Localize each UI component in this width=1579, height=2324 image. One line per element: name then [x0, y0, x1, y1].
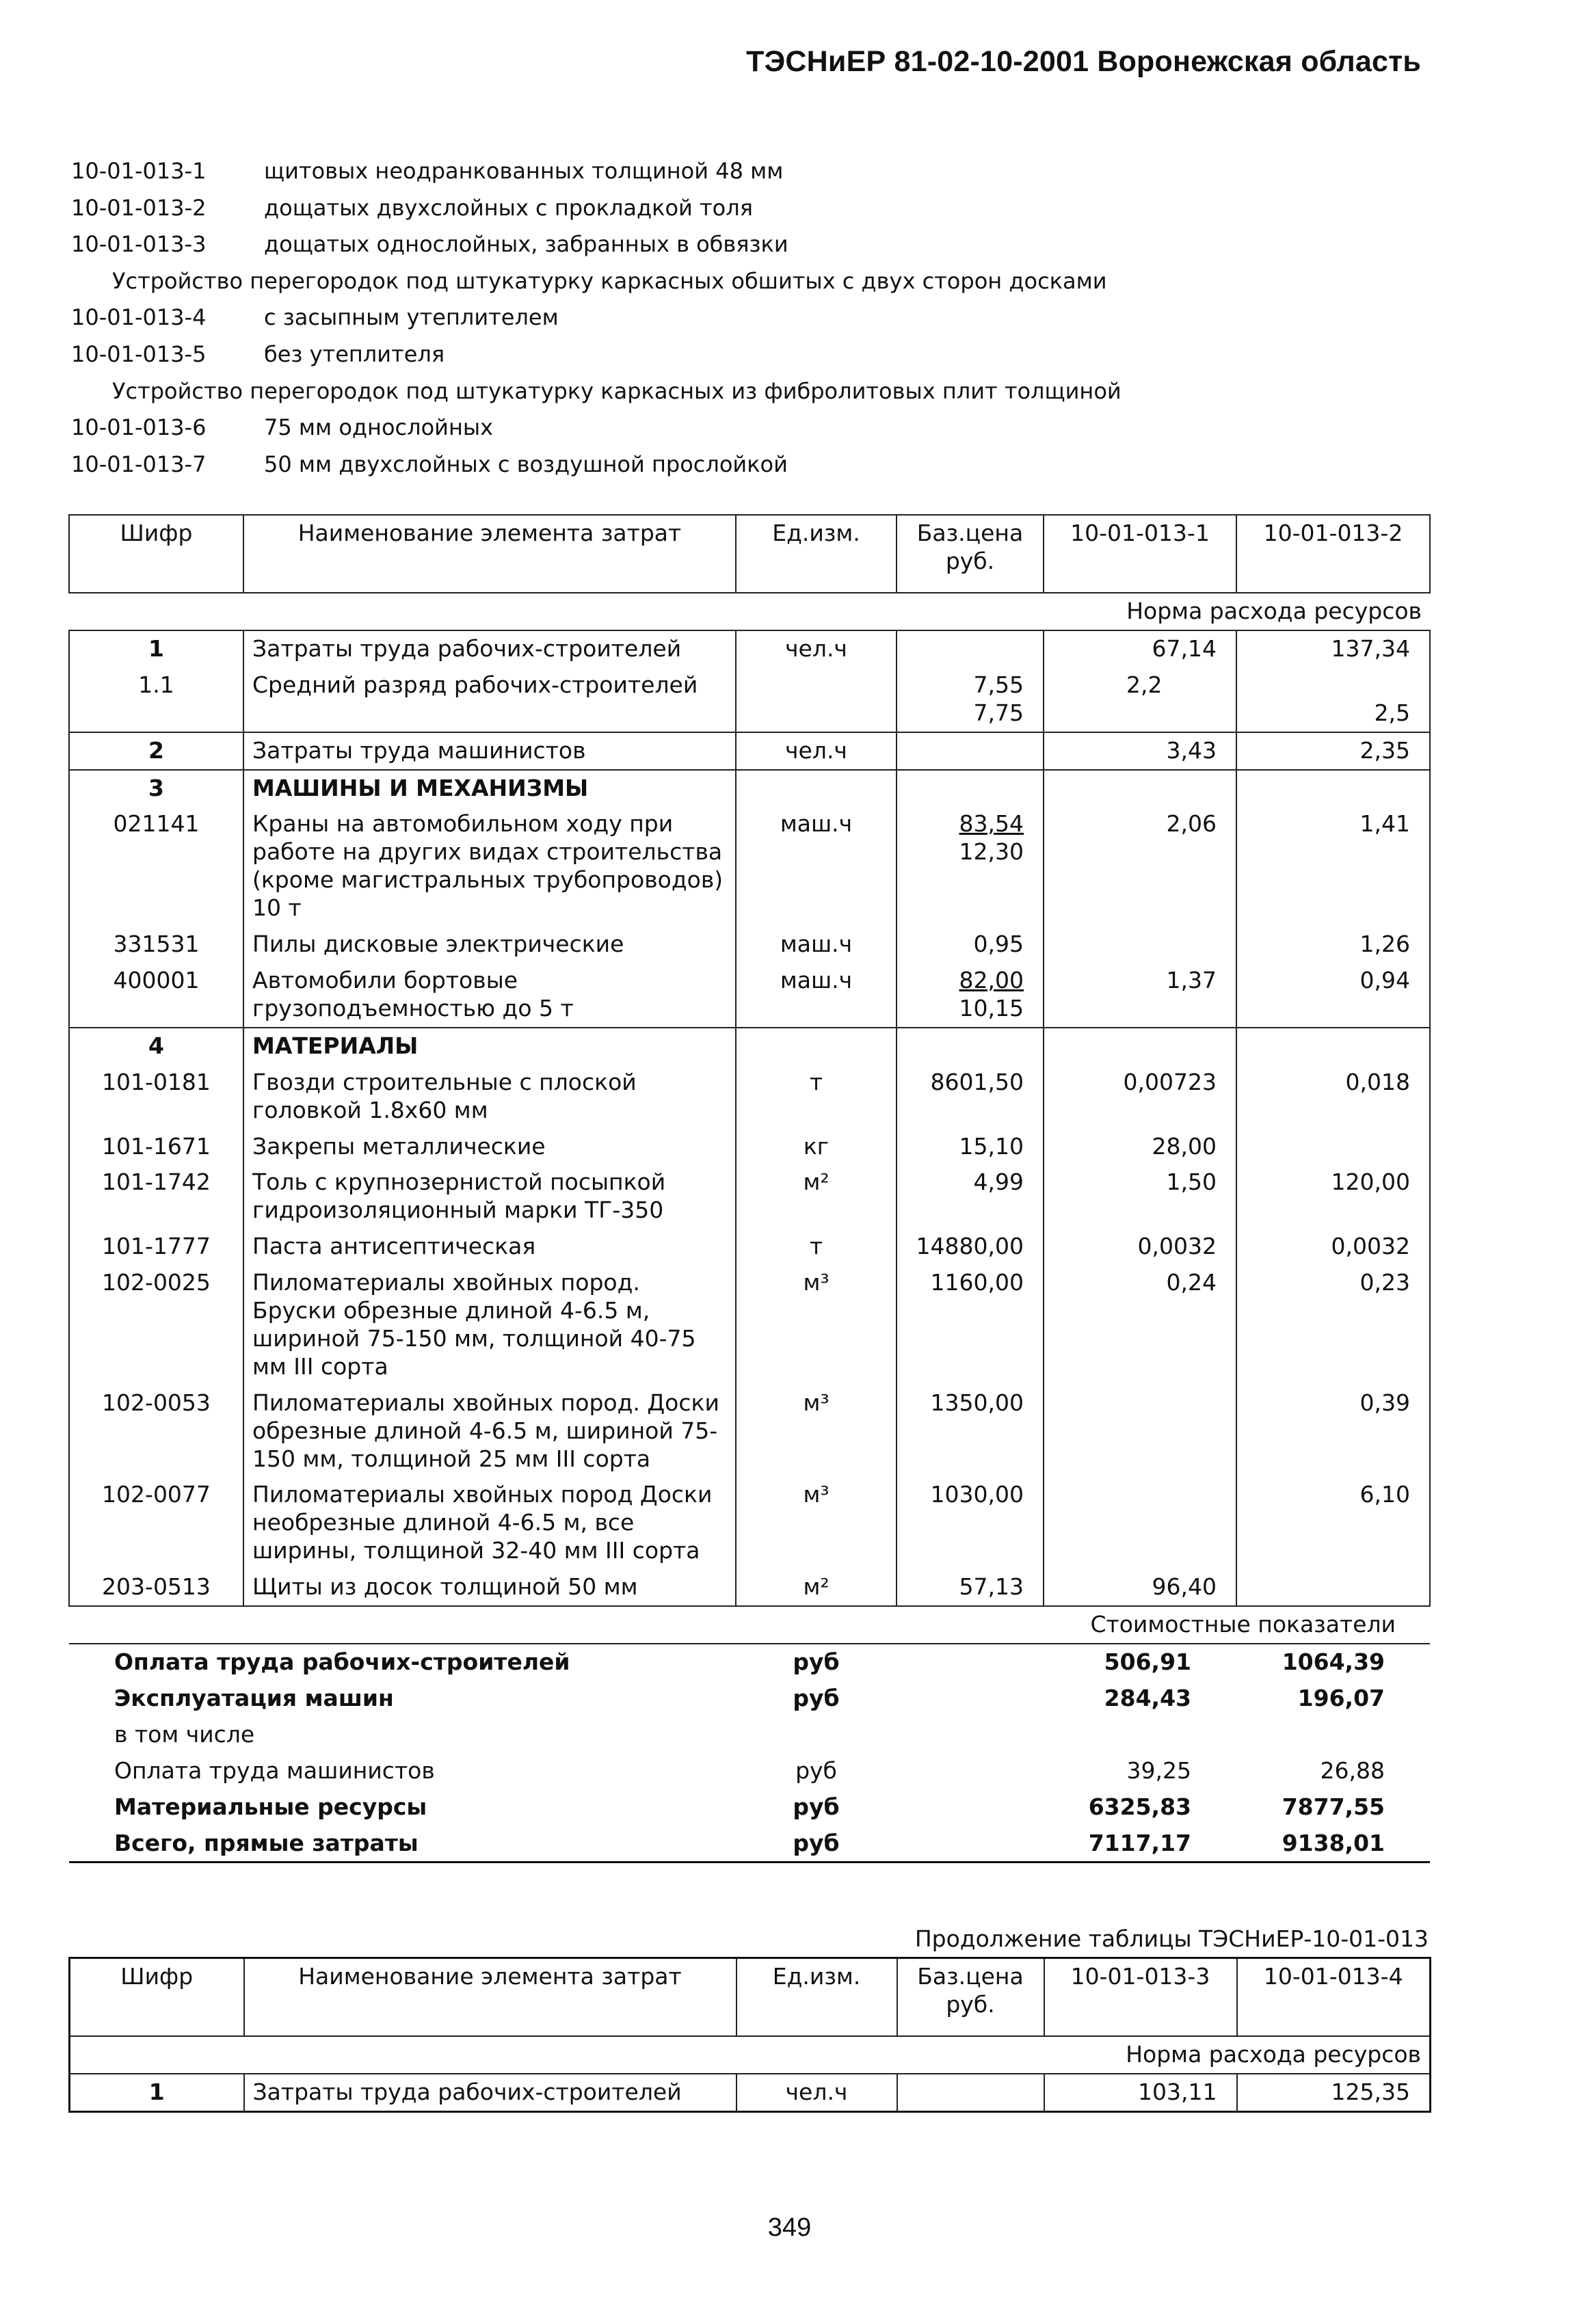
cost-row: [69, 1753, 1430, 1789]
row-code: 400001: [69, 963, 243, 1028]
intro-text: дощатых двухслойных с прокладкой толя: [264, 194, 753, 221]
row-unit: маш.ч: [736, 963, 897, 1028]
row-price: 1030,00: [897, 1477, 1044, 1569]
cost-label: Стоимостные показатели: [69, 1606, 1430, 1644]
table-row: [69, 963, 1430, 1028]
intro-code: 10-01-013-1: [71, 158, 207, 184]
row-code: 2: [69, 732, 243, 770]
row-value-2: 0,0032: [1236, 1229, 1430, 1265]
document-header: ТЭСНиЕР 81-02-10-2001 Воронежская область: [746, 45, 1421, 78]
cost-label-text: в том числе: [114, 1720, 255, 1748]
resource-table-1: [68, 514, 1431, 1863]
row-unit: т: [736, 1229, 897, 1265]
table-row: [69, 1385, 1430, 1478]
cost-value-1: 6325,83: [1088, 1793, 1191, 1820]
row-name: Пиломатериалы хвойных пород. Доски обрезные длиной 4-6.5 м, шириной 75-150 мм, толщиной 25 мм III сорта: [243, 1385, 736, 1478]
row-value-2: 2,35: [1236, 732, 1430, 770]
row-price: 14880,00: [897, 1229, 1044, 1265]
row-value-2: 2,5: [1236, 667, 1430, 732]
row-value-1: [1044, 1385, 1236, 1478]
cost-value-1: 7117,17: [1088, 1829, 1191, 1856]
intro-code: 10-01-013-2: [71, 194, 207, 221]
cost-value-2: 196,07: [1297, 1684, 1385, 1711]
row-unit: чел.ч: [736, 630, 897, 667]
table-row: [69, 1129, 1430, 1165]
cost-unit: [736, 1717, 897, 1753]
norm-label-row: [69, 593, 1430, 630]
row-value-2: 125,35: [1237, 2074, 1431, 2111]
row-name: Затраты труда машинистов: [243, 732, 736, 770]
intro-row: [71, 299, 1425, 336]
header-name: Наименование элемента затрат: [244, 1958, 737, 2037]
row-price: [897, 963, 1044, 1028]
table-row: [69, 630, 1430, 667]
row-price: [897, 667, 1044, 732]
row-value-1: [1044, 926, 1236, 963]
cost-unit: руб: [793, 1829, 840, 1856]
table-row: [69, 1065, 1430, 1129]
row-code: 1: [69, 630, 243, 667]
cost-value-2: [1236, 1717, 1430, 1753]
row-unit: м³: [736, 1385, 897, 1478]
table-row: [69, 1164, 1430, 1229]
table-row: [69, 1477, 1430, 1569]
row-value-1: 2,2: [1044, 667, 1236, 732]
table-row: [70, 2074, 1431, 2111]
row-value-1: 0,0032: [1044, 1229, 1236, 1265]
row-value-1: 103,11: [1044, 2074, 1237, 2111]
row-code: 1.1: [69, 667, 243, 732]
table-row: [69, 926, 1430, 963]
section-code: 3: [69, 770, 243, 807]
intro-text: без утеплителя: [264, 340, 445, 367]
row-code: 1: [70, 2074, 244, 2111]
row-value-2: 1,41: [1236, 806, 1430, 926]
row-unit: чел.ч: [736, 732, 897, 770]
intro-row: [71, 336, 1425, 373]
intro-code: 10-01-013-5: [71, 340, 207, 367]
cost-value-2: 9138,01: [1282, 1829, 1385, 1856]
row-unit: м²: [736, 1164, 897, 1229]
section-row: [69, 1028, 1430, 1065]
row-value-2: [1236, 1569, 1430, 1606]
section-row: [69, 770, 1430, 807]
cost-row: [69, 1789, 1430, 1826]
row-unit: чел.ч: [737, 2074, 897, 2111]
section-title: МАТЕРИАЛЫ: [243, 1028, 736, 1065]
row-code: 331531: [69, 926, 243, 963]
price-labor: 12,30: [959, 838, 1024, 866]
row-value-1: 1,50: [1044, 1164, 1236, 1229]
cost-value-2: 1064,39: [1282, 1648, 1385, 1675]
row-name: Толь с крупнозернистой посыпкой гидроизоляционный марки ТГ-350: [243, 1164, 736, 1229]
table-row: [69, 732, 1430, 770]
row-value-1: [1044, 1477, 1236, 1569]
row-unit: кг: [736, 1129, 897, 1165]
intro-code: 10-01-013-6: [71, 414, 207, 441]
header-col2: 10-01-013-4: [1237, 1958, 1431, 2037]
row-price: [897, 732, 1044, 770]
row-unit: т: [736, 1065, 897, 1129]
row-price: [897, 630, 1044, 667]
intro-text: 75 мм однослойных: [264, 414, 494, 441]
cost-unit: руб: [793, 1793, 840, 1820]
row-unit: маш.ч: [736, 926, 897, 963]
row-name: Пилы дисковые электрические: [243, 926, 736, 963]
row-code: 102-0077: [69, 1477, 243, 1569]
cost-row: [69, 1826, 1430, 1862]
cost-row: [69, 1717, 1430, 1753]
row-value-2: [1236, 1129, 1430, 1165]
cost-row: [69, 1681, 1430, 1717]
row-name: Автомобили бортовые грузоподъемностью до 5 т: [243, 963, 736, 1028]
table-row: [69, 806, 1430, 926]
row-code: 101-1742: [69, 1164, 243, 1229]
header-code: Шифр: [70, 1958, 244, 2037]
row-value-2: 120,00: [1236, 1164, 1430, 1229]
header-col1: 10-01-013-3: [1044, 1958, 1237, 2037]
intro-list: [71, 153, 1425, 483]
row-unit: м³: [736, 1265, 897, 1385]
intro-code: 10-01-013-4: [71, 304, 207, 331]
table-row: [69, 1569, 1430, 1606]
table-row: [69, 667, 1430, 732]
cost-label-text: Материальные ресурсы: [114, 1793, 427, 1820]
row-price: 0,95: [897, 926, 1044, 963]
row-value-2: 0,94: [1236, 963, 1430, 1028]
row-price: 1160,00: [897, 1265, 1044, 1385]
row-price: 8601,50: [897, 1065, 1044, 1129]
intro-row: [71, 226, 1425, 263]
intro-row: [71, 190, 1425, 227]
norm-label: Норма расхода ресурсов: [70, 2036, 1431, 2074]
cost-unit: руб: [795, 1757, 837, 1784]
header-col1: 10-01-013-1: [1044, 515, 1236, 593]
intro-subheading-text: Устройство перегородок под штукатурку каркасных обшитых с двух сторон досками: [112, 267, 1107, 294]
cost-label-text: Оплата труда машинистов: [114, 1757, 435, 1784]
row-name: Пиломатериалы хвойных пород. Бруски обрезные длиной 4-6.5 м, шириной 75-150 мм, толщиной 40-75 мм III сорта: [243, 1265, 736, 1385]
row-price: 4,99: [897, 1164, 1044, 1229]
row-price: 57,13: [897, 1569, 1044, 1606]
row-code: 021141: [69, 806, 243, 926]
row-value-2: 1,26: [1236, 926, 1430, 963]
cost-unit: руб: [793, 1684, 840, 1711]
row-value-2: 0,23: [1236, 1265, 1430, 1385]
cost-value-1: 39,25: [1126, 1757, 1191, 1784]
resource-table-2: [68, 1957, 1431, 2113]
row-value-2: 6,10: [1236, 1477, 1430, 1569]
row-code: 101-0181: [69, 1065, 243, 1129]
row-value-1: 0,24: [1044, 1265, 1236, 1385]
cost-row: [69, 1644, 1430, 1681]
row-name: Затраты труда рабочих-строителей: [244, 2074, 737, 2111]
row-code: 203-0513: [69, 1569, 243, 1606]
cost-value-1: [1044, 1717, 1236, 1753]
price-grade-b: 7,75: [973, 699, 1024, 726]
intro-row: [71, 153, 1425, 190]
cost-value-2: 7877,55: [1282, 1793, 1385, 1820]
intro-code: 10-01-013-3: [71, 231, 207, 258]
row-name: Паста антисептическая: [243, 1229, 736, 1265]
cost-value-1: 506,91: [1104, 1648, 1191, 1675]
price-labor: 10,15: [959, 994, 1024, 1021]
row-value-1: 1,37: [1044, 963, 1236, 1028]
row-name: Краны на автомобильном ходу при работе на других видах строительства (кроме магистральных трубопроводов) 10 т: [243, 806, 736, 926]
row-value-1: 28,00: [1044, 1129, 1236, 1165]
intro-text: щитовых неодранкованных толщиной 48 мм: [264, 158, 784, 184]
norm-label: Норма расхода ресурсов: [69, 593, 1430, 630]
intro-code: 10-01-013-7: [71, 451, 207, 477]
intro-subheading-text: Устройство перегородок под штукатурку каркасных из фибролитовых плит толщиной: [112, 377, 1122, 404]
intro-text: дощатых однослойных, забранных в обвязки: [264, 231, 788, 258]
cost-label-row: [69, 1606, 1430, 1644]
row-value-1: 0,00723: [1044, 1065, 1236, 1129]
intro-text: 50 мм двухслойных с воздушной прослойкой: [264, 451, 788, 477]
header-unit: Ед.изм.: [736, 515, 897, 593]
row-name: Затраты труда рабочих-строителей: [243, 630, 736, 667]
row-code: 101-1777: [69, 1229, 243, 1265]
norm-label-row: [70, 2036, 1431, 2074]
cost-unit: руб: [793, 1648, 840, 1675]
row-price: 15,10: [897, 1129, 1044, 1165]
row-value-1: 67,14: [1044, 630, 1236, 667]
row-code: 101-1671: [69, 1129, 243, 1165]
section-code: 4: [69, 1028, 243, 1065]
header-name: Наименование элемента затрат: [243, 515, 736, 593]
section-title: МАШИНЫ И МЕХАНИЗМЫ: [243, 770, 736, 807]
row-price: 1350,00: [897, 1385, 1044, 1478]
row-name: Щиты из досок толщиной 50 мм: [243, 1569, 736, 1606]
header-unit: Ед.изм.: [737, 1958, 897, 2037]
row-name: Закрепы металлические: [243, 1129, 736, 1165]
cost-label-text: Оплата труда рабочих-строителей: [114, 1648, 570, 1675]
header-code: Шифр: [69, 515, 243, 593]
row-code: 102-0025: [69, 1265, 243, 1385]
row-code: 102-0053: [69, 1385, 243, 1478]
row-value-1: 3,43: [1044, 732, 1236, 770]
intro-text: с засыпным утеплителем: [264, 304, 559, 331]
cost-label-text: Всего, прямые затраты: [114, 1829, 419, 1856]
table-row: [69, 1265, 1430, 1385]
cost-value-2: 26,88: [1320, 1757, 1385, 1784]
table-header-row: [69, 515, 1430, 593]
header-price: Баз.цена руб.: [897, 1958, 1044, 2037]
row-name: Гвозди строительные с плоской головкой 1.8х60 мм: [243, 1065, 736, 1129]
intro-subheading: [71, 373, 1425, 410]
price-total: 83,54: [959, 810, 1024, 838]
row-value-2: 0,018: [1236, 1065, 1430, 1129]
row-value-2: 0,39: [1236, 1385, 1430, 1478]
row-unit: маш.ч: [736, 806, 897, 926]
continuation-caption: Продолжение таблицы ТЭСНиЕР-10-01-013: [914, 1925, 1429, 1952]
cost-label-text: Эксплуатация машин: [114, 1684, 394, 1711]
intro-row: [71, 410, 1425, 446]
cost-value-1: 284,43: [1104, 1684, 1191, 1711]
row-unit: м²: [736, 1569, 897, 1606]
page-number: 349: [767, 2213, 812, 2242]
row-name: Средний разряд рабочих-строителей: [243, 667, 736, 732]
header-price: Баз.цена руб.: [897, 515, 1044, 593]
price-grade-a: 7,55: [973, 671, 1024, 698]
row-unit: [736, 667, 897, 732]
table-header-row: [70, 1958, 1431, 2037]
row-unit: м³: [736, 1477, 897, 1569]
intro-row: [71, 446, 1425, 483]
row-value-1: 2,06: [1044, 806, 1236, 926]
row-name: Пиломатериалы хвойных пород Доски необрезные длиной 4-6.5 м, все ширины, толщиной 32-40 мм III сорта: [243, 1477, 736, 1569]
price-total: 82,00: [959, 966, 1024, 993]
row-value-2: 137,34: [1236, 630, 1430, 667]
header-col2: 10-01-013-2: [1236, 515, 1430, 593]
intro-subheading: [71, 263, 1425, 300]
row-value-1: 96,40: [1044, 1569, 1236, 1606]
row-price: [897, 806, 1044, 926]
table-row: [69, 1229, 1430, 1265]
row-price: [897, 2074, 1044, 2111]
